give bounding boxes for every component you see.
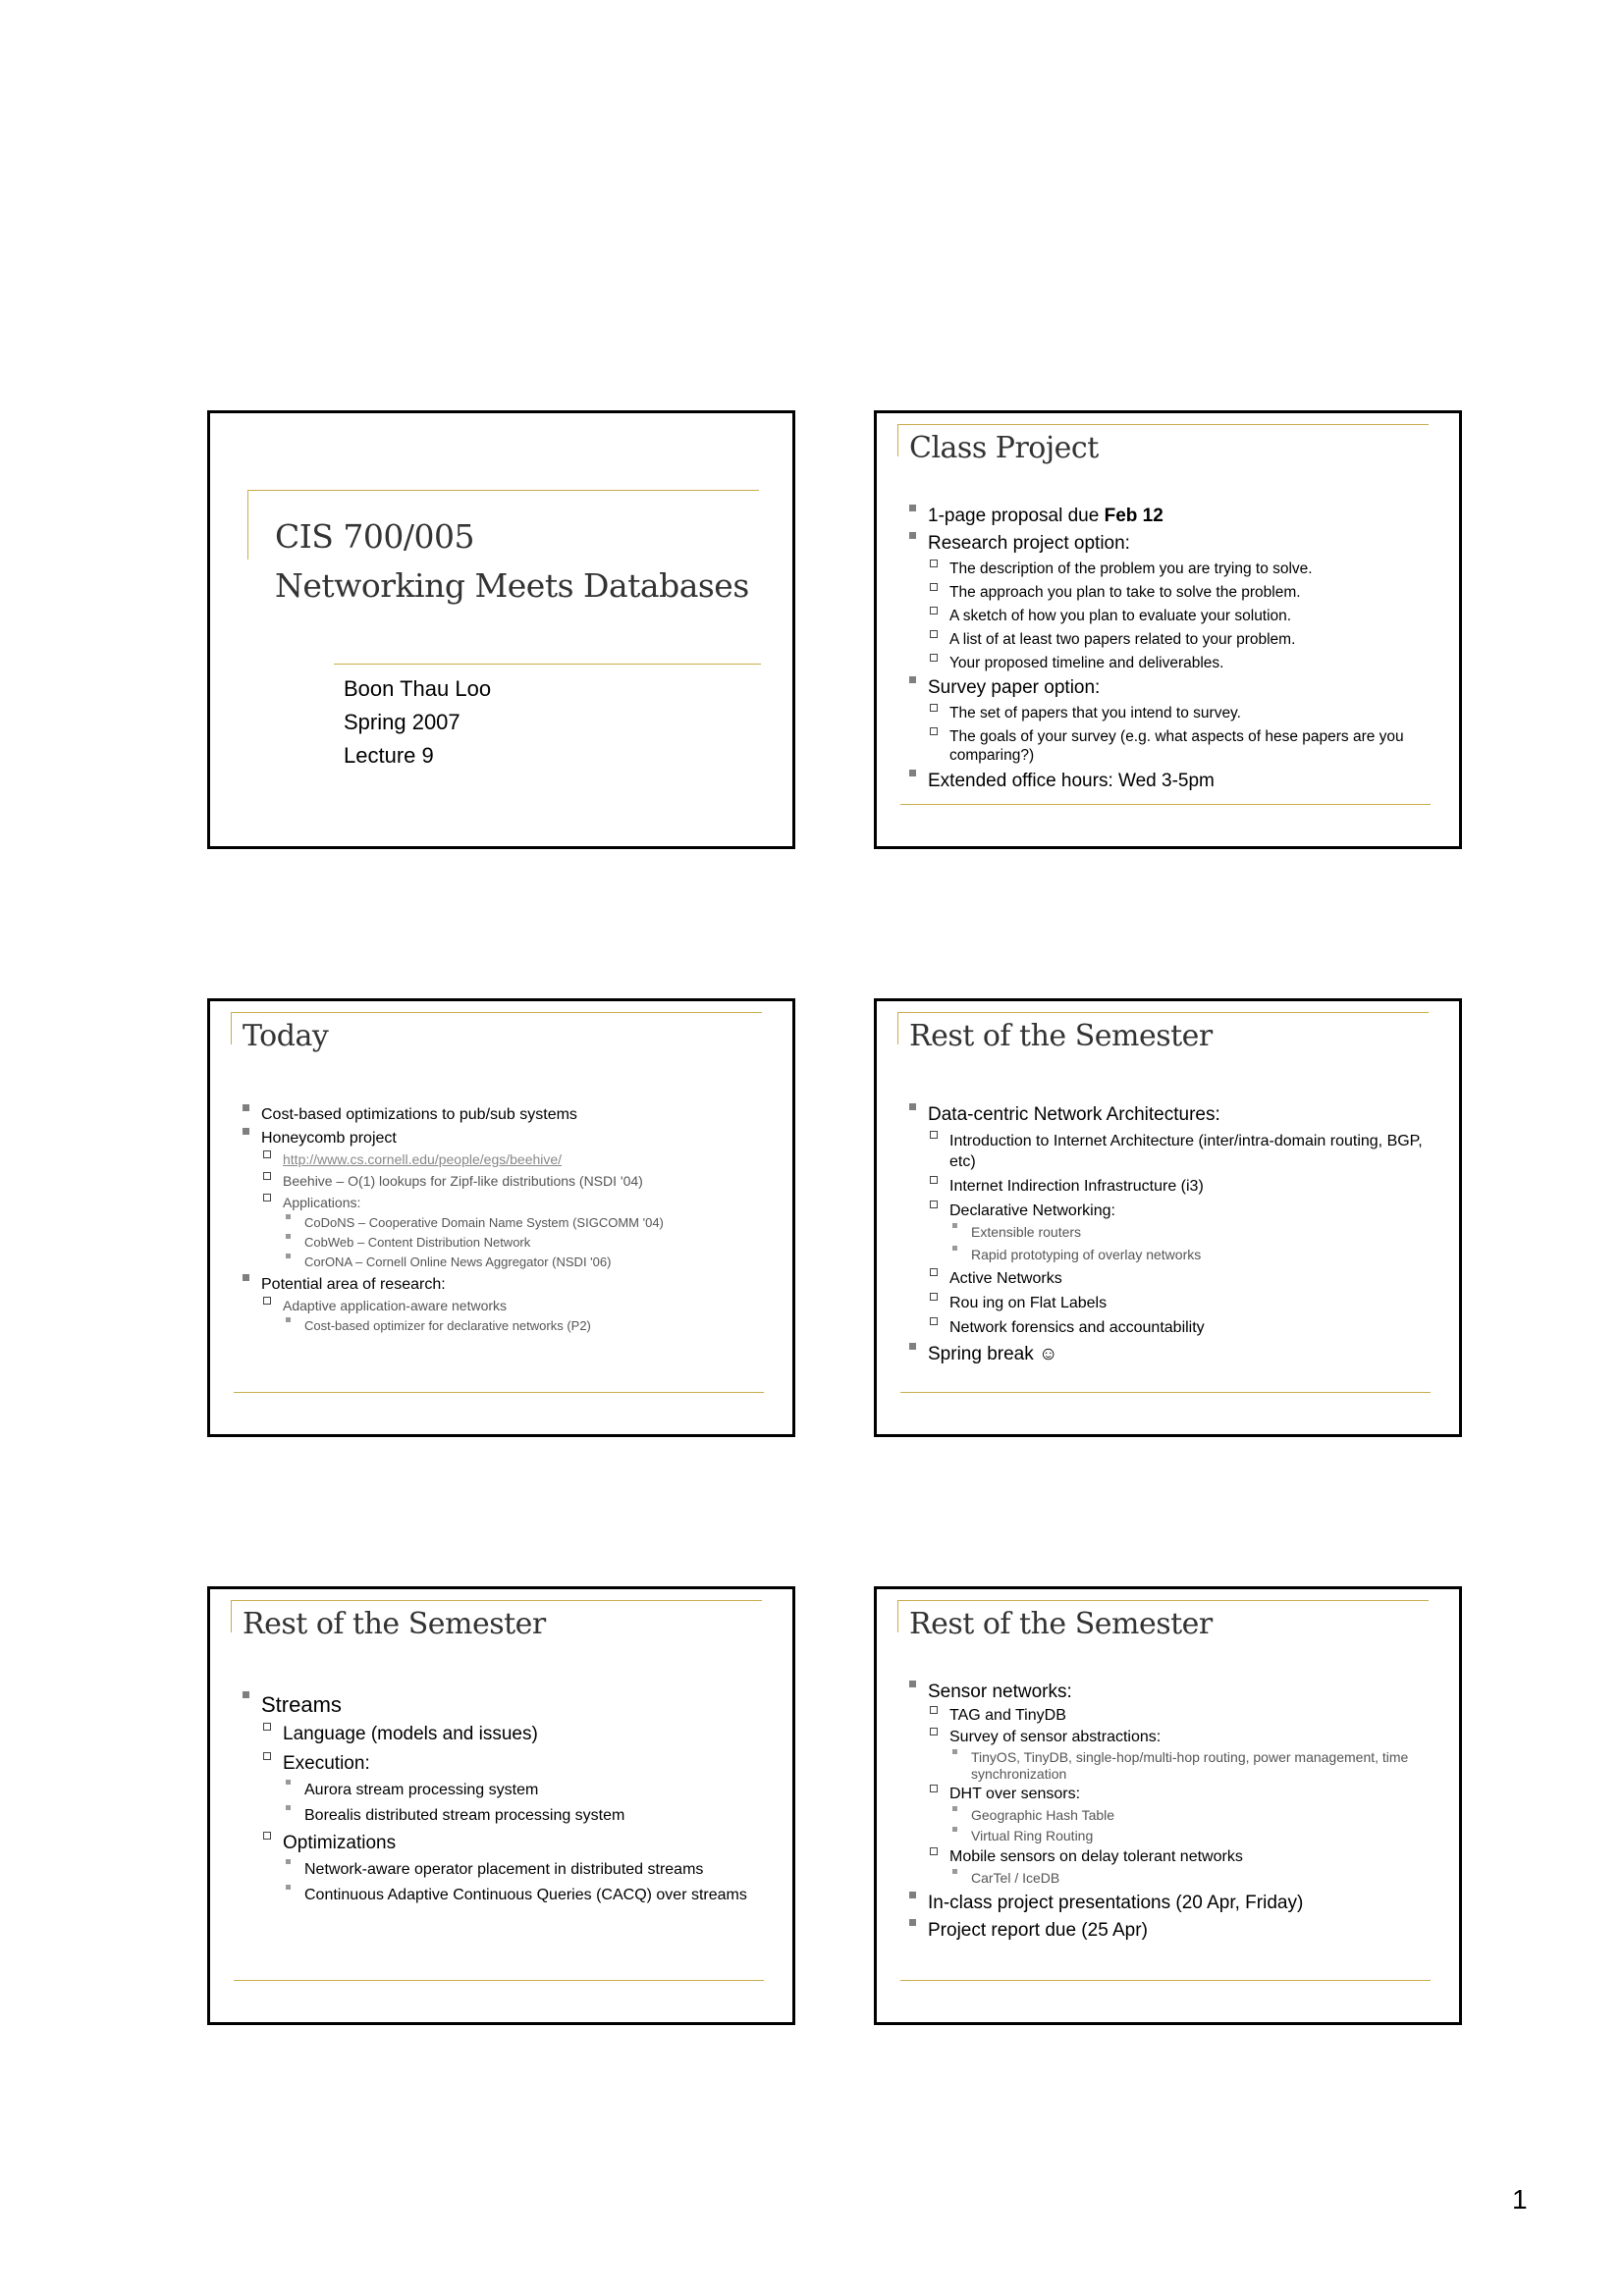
list-item: Project report due (25 Apr)	[906, 1919, 1439, 1943]
list-item: CobWeb – Content Distribution Network	[283, 1234, 773, 1252]
list-item: Optimizations Network-aware operator placement in distributed streams Continuous Adaptive Continuous Queries (CACQ) over streams	[261, 1832, 773, 1905]
slide-today	[207, 998, 795, 1437]
page-number: 1	[1512, 2184, 1528, 2215]
slide-title-page	[207, 410, 795, 849]
list-item: Virtual Ring Routing	[949, 1827, 1439, 1845]
list-item: Beehive – O(1) lookups for Zipf-like distributions (NSDI '04)	[261, 1172, 773, 1191]
list-item: The description of the problem you are trying to solve.	[928, 560, 1439, 578]
list-item: Borealis distributed stream processing system	[283, 1805, 773, 1826]
list-item: Mobile sensors on delay tolerant networks CarTel / IceDB	[928, 1847, 1439, 1888]
course-code: CIS 700/005	[275, 517, 474, 556]
lecture-number: Lecture 9	[344, 743, 434, 768]
slide-content	[906, 505, 1439, 793]
list-item: Continuous Adaptive Continuous Queries (CACQ) over streams	[283, 1885, 753, 1905]
list-item: TAG and TinyDB	[928, 1706, 1439, 1726]
list-item: Extensible routers	[949, 1223, 1439, 1242]
presentation-subtitle	[344, 672, 491, 773]
list-item: Your proposed timeline and deliverables.	[928, 654, 1439, 672]
list-item: Potential area of research: Adaptive application-aware networks Cost-based optimizer for declarative networks (P2)	[240, 1274, 773, 1335]
list-item: 1-page proposal due Feb 12	[906, 505, 1439, 528]
list-item: Extended office hours: Wed 3-5pm	[906, 770, 1439, 793]
term: Spring 2007	[344, 710, 460, 734]
list-item: Cost-based optimizer for declarative networks (P2)	[283, 1317, 773, 1335]
presentation-title	[275, 512, 749, 611]
footer-divider	[234, 1980, 764, 1981]
slide-rest-of-semester-3	[874, 1586, 1462, 2025]
author: Boon Thau Loo	[344, 676, 492, 701]
list-item: A list of at least two papers related to your problem.	[928, 630, 1439, 649]
slide-title: Rest of the Semester	[909, 1607, 1213, 1641]
footer-divider	[900, 804, 1431, 805]
footer-divider	[900, 1392, 1431, 1393]
list-item: Adaptive application-aware networks Cost-based optimizer for declarative networks (P2)	[261, 1297, 773, 1335]
slide-rest-of-semester-2	[207, 1586, 795, 2025]
list-item: The set of papers that you intend to survey.	[928, 704, 1439, 722]
list-item: Geographic Hash Table	[949, 1806, 1439, 1825]
list-item: TinyOS, TinyDB, single-hop/multi-hop routing, power management, time synchronization	[949, 1749, 1439, 1783]
list-item: Cost-based optimizations to pub/sub systems	[240, 1104, 773, 1125]
footer-divider	[900, 1980, 1431, 1981]
list-item: The goals of your survey (e.g. what aspects of hese papers are you comparing?)	[928, 727, 1439, 765]
course-name: Networking Meets Databases	[275, 566, 749, 605]
list-item: Applications: CoDoNS – Cooperative Domain Name System (SIGCOMM '04) CobWeb – Content Distribution Network CorONA – Cornell Online News Aggregator (NSDI '06)	[261, 1194, 773, 1271]
list-item: Streams Language (models and issues) Execution: Aurora stream processing system Borealis distributed stream processing system Optimizations Network-aware operator placement in distributed streams Continuous Adaptive Continuous Queries (CACQ) over streams	[240, 1691, 773, 1905]
list-item: Aurora stream processing system	[283, 1780, 773, 1800]
list-item: Rapid prototyping of overlay networks	[949, 1246, 1439, 1264]
list-item: Rou ing on Flat Labels	[928, 1293, 1439, 1313]
slide-title: Rest of the Semester	[909, 1019, 1213, 1053]
beehive-link[interactable]: http://www.cs.cornell.edu/people/egs/beehive/	[261, 1150, 773, 1169]
slide-content	[240, 1691, 773, 1905]
list-item: Declarative Networking: Extensible routers Rapid prototyping of overlay networks	[928, 1201, 1439, 1264]
list-item: CorONA – Cornell Online News Aggregator (NSDI '06)	[283, 1254, 773, 1271]
list-item: Network-aware operator placement in distributed streams	[283, 1859, 753, 1880]
list-item: Survey of sensor abstractions: TinyOS, TinyDB, single-hop/multi-hop routing, power management, time synchronization	[928, 1728, 1439, 1783]
list-item: Network forensics and accountability	[928, 1317, 1439, 1338]
slide-title: Rest of the Semester	[243, 1607, 546, 1641]
list-item: Data-centric Network Architectures: Introduction to Internet Architecture (inter/intra-domain routing, BGP, etc) Internet Indirection Infrastructure (i3) Declarative Networking: Extensible routers Rapid prototyping of overlay networks Active Networks Rou ing on Flat Labels Network forensics and accountability	[906, 1103, 1439, 1338]
list-item: Honeycomb project http://www.cs.cornell.edu/people/egs/beehive/ Beehive – O(1) lookups for Zipf-like distributions (NSDI '04) Applications: CoDoNS – Cooperative Domain Name System (SIGCOMM '04) CobWeb – Content Distribution Network CorONA – Cornell Online News Aggregator (NSDI '06)	[240, 1128, 773, 1271]
slide-class-project	[874, 410, 1462, 849]
slide-title: Today	[243, 1019, 329, 1053]
list-item: A sketch of how you plan to evaluate your solution.	[928, 607, 1439, 625]
slide-content	[906, 1681, 1439, 1943]
list-item: DHT over sensors: Geographic Hash Table Virtual Ring Routing	[928, 1785, 1439, 1845]
list-item: Language (models and issues)	[261, 1723, 773, 1746]
list-item: Execution: Aurora stream processing system Borealis distributed stream processing system	[261, 1752, 773, 1826]
list-item: Survey paper option: The set of papers that you intend to survey. The goals of your survey (e.g. what aspects of hese papers are you comparing?)	[906, 676, 1439, 765]
list-item: Introduction to Internet Architecture (inter/intra-domain routing, BGP, etc)	[928, 1131, 1439, 1172]
slide-content	[240, 1104, 773, 1335]
list-item: The approach you plan to take to solve the problem.	[928, 583, 1439, 602]
list-item: Active Networks	[928, 1268, 1439, 1289]
list-item: Sensor networks: TAG and TinyDB Survey of sensor abstractions: TinyOS, TinyDB, single-hop/multi-hop routing, power management, time synchronization DHT over sensors: Geographic Hash Table Virtual Ring Routing Mobile sensors on delay tolerant networks CarTel / IceDB	[906, 1681, 1439, 1888]
slide-content	[906, 1103, 1439, 1366]
list-item: CarTel / IceDB	[949, 1869, 1439, 1888]
footer-divider	[234, 1392, 764, 1393]
list-item: Research project option: The description of the problem you are trying to solve. The approach you plan to take to solve the problem. A sketch of how you plan to evaluate your solution. A list of at least two papers related to your problem. Your proposed timeline and deliverables.	[906, 532, 1439, 672]
list-item: CoDoNS – Cooperative Domain Name System (SIGCOMM '04)	[283, 1214, 773, 1232]
slide-rest-of-semester-1	[874, 998, 1462, 1437]
subtitle-divider	[334, 664, 761, 665]
list-item: Spring break ☺	[906, 1343, 1439, 1366]
list-item: In-class project presentations (20 Apr, Friday)	[906, 1892, 1439, 1915]
slide-title: Class Project	[909, 431, 1099, 465]
list-item: Internet Indirection Infrastructure (i3)	[928, 1176, 1439, 1197]
